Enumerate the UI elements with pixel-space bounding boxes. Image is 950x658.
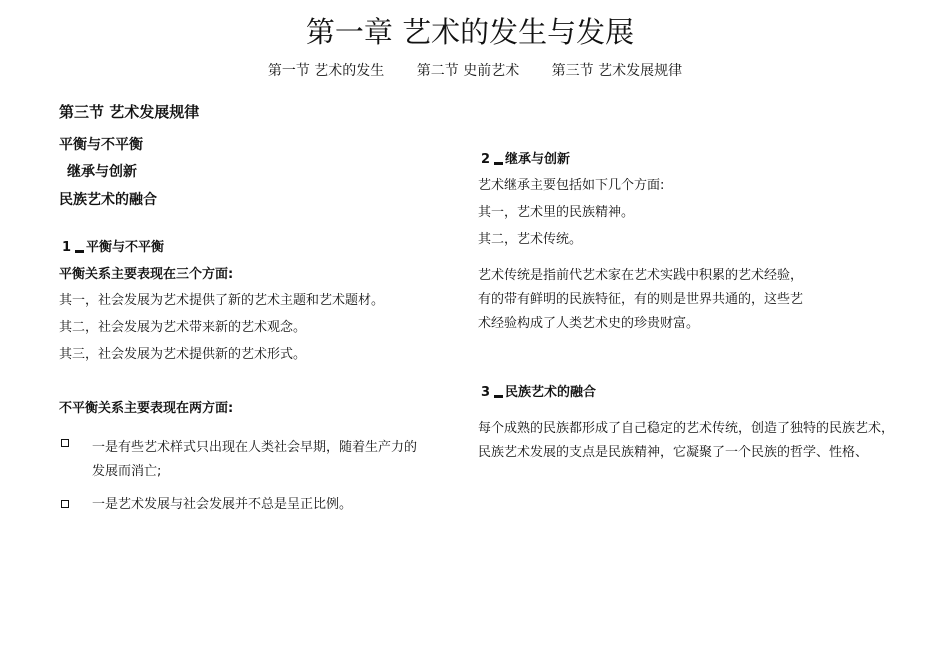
- toc-item-fusion[interactable]: 民族艺术的融合: [59, 192, 157, 208]
- nav-link-section-2[interactable]: 第二节 史前艺术: [416, 63, 520, 79]
- balance-heading: 平衡关系主要表现在三个方面:: [59, 267, 234, 282]
- section-nav: [0, 61, 950, 81]
- balance-item-3: 其三，社会发展为艺术提供新的艺术形式。: [59, 347, 307, 362]
- part1-heading: [62, 239, 164, 257]
- checkbox-bullet-icon: [61, 500, 69, 508]
- checkbox-bullet-icon: [61, 439, 69, 447]
- part2-heading-text: 继承与创新: [505, 152, 571, 167]
- heading-marker-icon: [75, 250, 84, 253]
- toc-item-inheritance[interactable]: 继承与创新: [67, 164, 137, 180]
- part2-paragraph-line-1: 艺术传统是指前代艺术家在艺术实践中积累的艺术经验，: [478, 268, 804, 283]
- imbalance-item-1: 一是有些艺术样式只出现在人类社会早期，随着生产力的发展而消亡;: [92, 440, 418, 479]
- balance-item-1: 其一，社会发展为艺术提供了新的艺术主题和艺术题材。: [59, 293, 385, 308]
- part2-paragraph-line-3: 术经验构成了人类艺术史的珍贵财富。: [478, 316, 700, 331]
- section-heading: 第三节 艺术发展规律: [59, 103, 200, 121]
- page-title: 第一章 艺术的发生与发展: [305, 15, 635, 49]
- part2-number: 2: [481, 152, 491, 167]
- part3-paragraph-line-1: 每个成熟的民族都形成了自己稳定的艺术传统，创造了独特的民族艺术，: [478, 421, 895, 436]
- part2-intro: 艺术继承主要包括如下几个方面:: [478, 178, 665, 193]
- part3-paragraph-line-2: 民族艺术发展的支点是民族精神，它凝聚了一个民族的哲学、性格、: [478, 445, 869, 460]
- toc-item-balance[interactable]: 平衡与不平衡: [59, 137, 143, 153]
- part1-heading-text: 平衡与不平衡: [86, 240, 165, 255]
- part2-item-2: 其二，艺术传统。: [478, 232, 583, 247]
- part2-item-1: 其一，艺术里的民族精神。: [478, 205, 635, 220]
- part2-heading: [481, 151, 570, 169]
- part3-heading-text: 民族艺术的融合: [505, 385, 597, 400]
- nav-link-section-1[interactable]: 第一节 艺术的发生: [267, 63, 385, 79]
- heading-marker-icon: [494, 162, 503, 165]
- part2-paragraph-line-2: 有的带有鲜明的民族特征，有的则是世界共通的，这些艺: [478, 292, 804, 307]
- part3-heading: [481, 384, 596, 402]
- balance-item-2: 其二，社会发展为艺术带来新的艺术观念。: [59, 320, 307, 335]
- nav-link-section-3[interactable]: 第三节 艺术发展规律: [551, 63, 683, 79]
- imbalance-item-2: 一是艺术发展与社会发展并不总是呈正比例。: [92, 497, 353, 512]
- part3-number: 3: [481, 385, 491, 400]
- imbalance-heading: 不平衡关系主要表现在两方面:: [59, 401, 234, 416]
- heading-marker-icon: [494, 395, 503, 398]
- part1-number: 1: [62, 240, 72, 255]
